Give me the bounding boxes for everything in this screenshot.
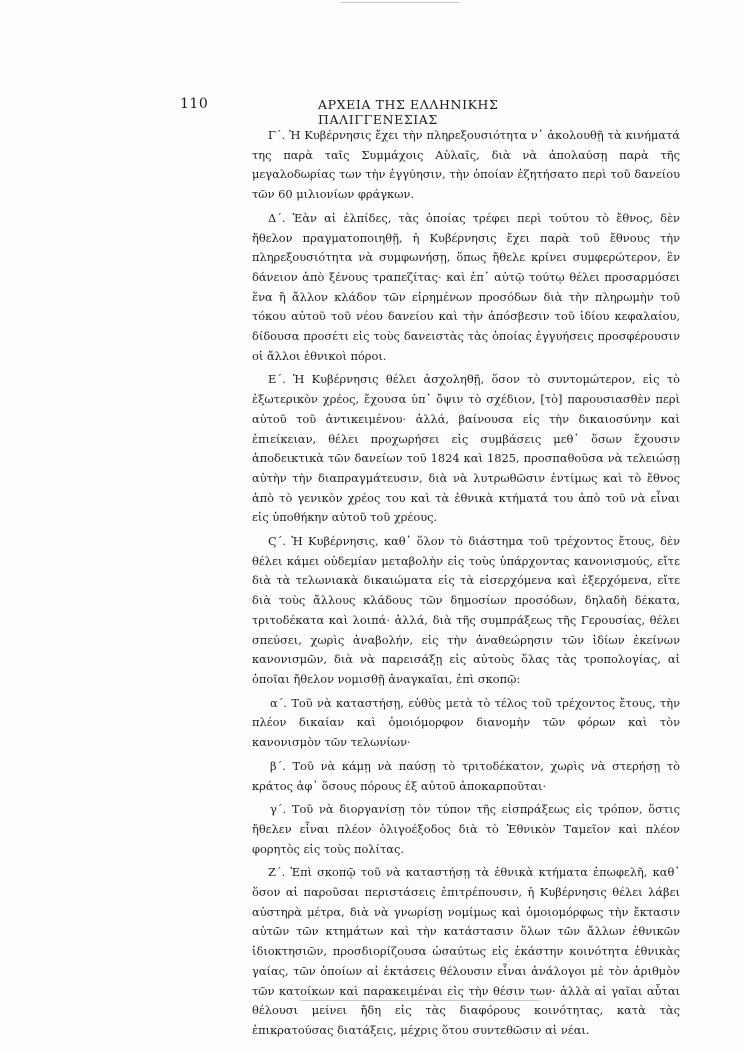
subparagraph-alpha: α΄. Τοῦ νὰ καταστήσῃ, εὐθὺς μετὰ τὸ τέλος τοῦ τρέχοντος ἔτους, τὴν πλέον δικαίαν καὶ ὁμοιόμορφον διανομὴν τῶν φόρων καὶ τὸν κανονισμὸν τῶν τελωνίων· — [252, 695, 680, 750]
subparagraph-beta: β΄. Τοῦ νὰ κάμῃ νὰ παύσῃ τὸ τριτοδέκατον, χωρὶς νὰ στερήσῃ τὸ κράτος ἀφ᾽ ὅσους πόρους ἐξ αὐτοῦ ἀποκαρποῦται· — [252, 758, 680, 793]
scan-edge-mark-bottom — [300, 1000, 540, 1001]
paragraph-zeta: Ζ΄. Ἐπὶ σκοπῷ τοῦ νὰ καταστήσῃ τὰ ἐθνικὰ κτήματα ἐπωφελῆ, καθ᾽ ὅσον αἱ παροῦσαι περιστάσεις ἐπιτρέπουσιν, ἡ Κυβέρνησις θέλει λάβει αὐστηρὰ μέτρα, διὰ νὰ γνωρίσῃ νομίμως καὶ ὁμοιομόρφως τὴν ἔκτασιν αὐτῶν τῶν κτημάτων καὶ τὴν κατάστασιν ὅλων τῶν ἄλλων ἐθνικῶν ἰδιοκτησιῶν, προσδιορίζουσα ὡσαύτως εἰς ἑκάστην κοινότητα ἐθνικὰς γαίας, τῶν ὁποίων αἱ ἐκτάσεις θέλουσιν εἶναι ἀνάλογοι μὲ τὸν ἀριθμὸν τῶν κατοίκων καὶ παρακειμέναι εἰς τὴν θέσιν των· ἀλλὰ αἱ γαῖαι αὗται θέλουσι μείνει ἤδη εἰς τὰς διαφόρους κοινότητας, κατὰ τὰς ἐπικρατούσας διατάξεις, μέχρις ὅτου συντεθῶσιν αἱ νέαι. — [252, 865, 680, 1037]
scan-edge-mark-top — [340, 2, 460, 3]
paragraph-gamma: Γ΄. Ἡ Κυβέρνησις ἔχει τὴν πληρεξουσιότητα ν᾽ ἀκολουθῇ τὰ κινήματά της παρὰ ταῖς Συμμάχοις Αὐλαῖς, διὰ νὰ ἀπολαύσῃ παρὰ τῆς μεγαλοδωρίας των τὴν ἐγγύησιν, τὴν ὁποίαν ἐζητήσατο περὶ τοῦ δανείου τῶν 60 μιλιονίων φράγκων. — [252, 128, 680, 202]
page-number: 110 — [180, 96, 209, 112]
page-header — [180, 96, 580, 127]
paragraph-delta: Δ΄. Ἐὰν αἱ ἐλπίδες, τὰς ὁποίας τρέφει περὶ τούτου τὸ ἔθνος, δὲν ἤθελον πραγματοποιηθῇ, ἡ Κυβέρνησις ἔχει παρὰ τοῦ ἔθνους τὴν πληρεξουσιότητα νὰ συμφωνήσῃ, ὅπως ἤθελε κρίνει συμφερώτερον, ἓν δάνειον ἀπὸ ξένους τραπεζίτας· καὶ ἐπ᾽ αὐτῷ τούτῳ θέλει προσαρμόσει ἕνα ἢ ἄλλον κλάδον τῶν εἰρημένων προσόδων διὰ τὴν πληρωμὴν τοῦ τόκου αὐτοῦ τοῦ νέου δανείου καὶ τὴν ἀπόσβεσιν τοῦ ἰδίου κεφαλαίου, δίδουσα προσέτι εἰς τοὺς δανειστὰς τὰς ὁποίας ἐγγυήσεις προσφέρουσιν οἱ ἄλλοι ἐθνικοὶ πόροι. — [252, 210, 680, 363]
subparagraph-gamma: γ΄. Τοῦ νὰ διοργανίσῃ τὸν τύπον τῆς εἰσπράξεως εἰς τρόπον, ὅστις ἤθελεν εἶναι πλέον ὀλιγοέξοδος διὰ τὸ Ἐθνικὸν Ταμεῖον καὶ πλέον φορητὸς εἰς τοὺς πολίτας. — [252, 802, 680, 856]
running-title: ΑΡΧΕΙΑ ΤΗΣ ΕΛΛΗΝΙΚΗΣ ΠΑΛΙΓΓΕΝΕΣΙΑΣ — [318, 97, 499, 127]
paragraph-epsilon: Ε΄. Ἡ Κυβέρνησις θέλει ἀσχοληθῇ, ὅσον τὸ συντομώτερον, εἰς τὸ ἐξωτερικὸν χρέος, ἔχουσα ὑπ᾽ ὄψιν τὸ σχέδιον, [τὸ] παρουσιασθὲν περὶ αὐτοῦ τοῦ ἀντικειμένου· ἀλλά, βαίνουσα εἰς τὴν δικαιοσύνην καὶ ἐπιείκειαν, θέλει προχωρήσει εἰς συμβάσεις μεθ᾽ ὅσων ἔχουσιν ἀποδεικτικὰ τῶν δανείων τοῦ 1824 καὶ 1825, προσπαθοῦσα νὰ τελειώσῃ αὐτὴν τὴν διαπραγμάτευσιν, διὰ νὰ λυτρωθῶσιν ἐντίμως καὶ τὸ ἔθνος ἀπὸ τὸ γενικὸν χρέος του καὶ τὰ ἐθνικὰ κτήματά του ἀπὸ τοῦ νὰ εἶναι εἰς ὑποθήκην αὐτοῦ τοῦ χρέους. — [252, 372, 680, 525]
paragraph-stigma: Ϛ΄. Ἡ Κυβέρνησις, καθ᾽ ὅλον τὸ διάστημα τοῦ τρέχοντος ἔτους, δὲν θέλει κάμει οὐδεμίαν μεταβολὴν εἰς τοὺς ὑπάρχοντας κανονισμούς, εἴτε διὰ τὰ τελωνιακὰ δικαιώματα εἰς τὰ εἰσερχόμενα καὶ ἐξερχόμενα, εἴτε διὰ τοὺς ἄλλους κλάδους τῶν δημοσίων προσόδων, δηλαδὴ δέκατα, τριτοδέκατα καὶ λοιπά· ἀλλά, διὰ τῆς συμπράξεως τῆς Γερουσίας, θέλει σπεύσει, χωρὶς ἀναβολήν, εἰς τὴν ἀναθεώρησιν τῶν ἰδίων ἐκείνων κανονισμῶν, διὰ νὰ παρεισάξῃ εἰς αὐτοὺς ὅλας τὰς τροπολογίας, αἱ ὁποῖαι ἤθελον νομισθῇ ἀναγκαῖαι, ἐπὶ σκοπῷ: — [252, 534, 680, 686]
body-text — [252, 126, 680, 1045]
